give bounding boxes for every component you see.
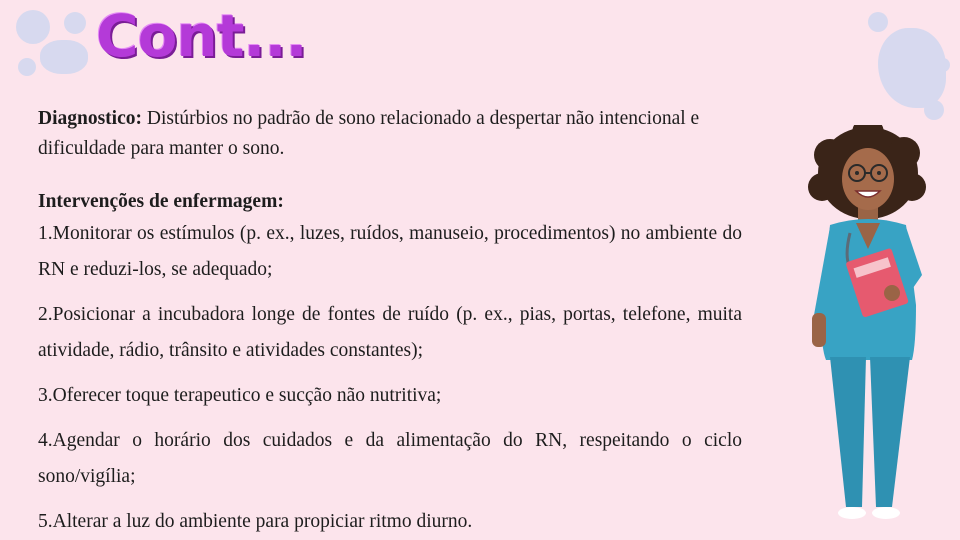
slide-title: Cont... bbox=[96, 2, 307, 70]
decor-bubble bbox=[40, 40, 88, 74]
decor-bubble bbox=[16, 10, 50, 44]
decor-bubble bbox=[868, 12, 888, 32]
interventions-heading: Intervenções de enfermagem: bbox=[38, 191, 284, 212]
nurse-illustration bbox=[800, 125, 940, 525]
decor-bubble bbox=[936, 58, 950, 72]
decor-bubble bbox=[64, 12, 86, 34]
decor-bubble bbox=[924, 100, 944, 120]
decor-bubble bbox=[18, 58, 36, 76]
slide-content bbox=[38, 104, 742, 540]
diagnosis-paragraph bbox=[38, 104, 742, 164]
intervention-item: 4.Agendar o horário dos cuidados e da alimentação do RN, respeitando o ciclo sono/vigília; bbox=[38, 430, 742, 487]
intervention-item: 5.Alterar a luz do ambiente para propiciar ritmo diurno. bbox=[38, 511, 473, 532]
diagnosis-text: Distúrbios no padrão de sono relacionado a despertar não intencional e dificuldade para manter o sono. bbox=[38, 108, 700, 159]
intervention-item: 1.Monitorar os estímulos (p. ex., luzes, ruídos, manuseio, procedimentos) no ambiente do RN e reduzi-los, se adequado; bbox=[38, 223, 742, 280]
intervention-item: 2.Posicionar a incubadora longe de fontes de ruído (p. ex., pias, portas, telefone, muita atividade, rádio, trânsito e atividades constantes); bbox=[38, 304, 742, 361]
intervention-item: 3.Oferecer toque terapeutico e sucção não nutritiva; bbox=[38, 385, 442, 406]
diagnosis-label: Diagnostico: bbox=[38, 108, 142, 129]
